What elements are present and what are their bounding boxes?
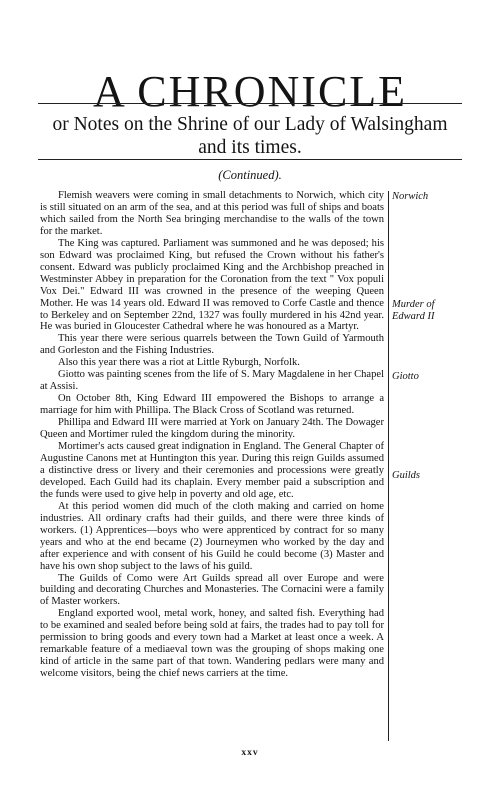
paragraph-ryburgh-riot: Also this year there was a riot at Little Ryburgh, Norfolk. bbox=[58, 357, 300, 369]
margin-note-murder-line-1: Murder of bbox=[392, 299, 435, 310]
paragraph-giotto: Giotto was painting scenes from the life of S. Mary Magdalene in her Chapel at Assisi. bbox=[40, 369, 384, 393]
continued-label: (Continued). bbox=[218, 168, 282, 182]
paragraph-flemish-weavers: Flemish weavers were coming in small detachments to Norwich, which city is still situated on an arm of the sea, and at this period was full of ships and boats which sailed from the North Sea bringing merchandise to the walls of the town for the market. bbox=[40, 190, 384, 237]
margin-note-norwich: Norwich bbox=[392, 191, 429, 202]
margin-note-giotto: Giotto bbox=[392, 371, 419, 382]
paragraph-england-exports: England exported wool, metal work, honey, and salted fish. Everything had to be examined and sealed before being sold at fairs, the trades had to pay toll for permission to bring goods and every town had a Market at least once a week. A remarkable feature of a mediaeval town was the grouping of shops making one kind of article in the same part of that town. Wandering pedlars were many and welcome visitors, being the chief news carriers at the time. bbox=[40, 608, 384, 680]
paragraph-marriage-arranged: On October 8th, King Edward III empowered the Bishops to arrange a marriage for him with Phillipa. The Black Cross of Scotland was returned. bbox=[40, 393, 384, 417]
paragraph-phillipa-married: Phillipa and Edward III were married at York on January 24th. The Dowager Queen and Mortimer ruled the kingdom during the minority. bbox=[40, 417, 384, 441]
top-rule bbox=[38, 103, 462, 104]
margin-note-guilds: Guilds bbox=[392, 470, 421, 481]
subtitle bbox=[40, 113, 460, 159]
margin-note-murder bbox=[392, 299, 472, 323]
subtitle-line-2: and its times. bbox=[198, 137, 302, 158]
bottom-rule bbox=[38, 159, 462, 160]
paragraph-mortimer-guilds: Mortimer's acts caused great indignation in England. The General Chapter of Augustine Canons met at Huntington this year. During this reign Guilds assumed a distinctive dress or livery and their ceremonies and processions were greatly developed. Each Guild had its chaplain. Every member paid a subscription and the funds were used to give help in poverty and old age, etc. bbox=[40, 441, 384, 500]
paragraph-women-workers: At this period women did much of the cloth making and carried on home industries. All ordinary crafts had their guilds, and there were three kinds of workers. (1) Apprentices—boys who were apprenticed by contract for so many years and who at the end became (2) Journeymen who worked by the day and after experience and with consent of his Guild he could become (3) Master and have his own shop subject to the laws of his guild. bbox=[40, 500, 384, 572]
margin-rule bbox=[388, 191, 389, 741]
article-body bbox=[40, 190, 384, 680]
subtitle-line-1: or Notes on the Shrine of our Lady of Walsingham bbox=[52, 114, 448, 135]
paragraph-town-guild-quarrels: This year there were serious quarrels between the Town Guild of Yarmouth and Gorleston and the Fishing Industries. bbox=[40, 333, 384, 357]
paragraph-como-guilds: The Guilds of Como were Art Guilds spread all over Europe and were building and decorating Churches and Monasteries. The Cornacini were a family of Master workers. bbox=[40, 572, 384, 608]
chronicle-title: A CHRONICLE bbox=[92, 67, 408, 117]
page-number: xxv bbox=[241, 748, 259, 758]
margin-note-murder-line-2: Edward II bbox=[392, 311, 435, 322]
paragraph-king-captured: The King was captured. Parliament was summoned and he was deposed; his son Edward was proclaimed King, but refused the Crown without his father's consent. Edward was publicly proclaimed King and the Archbishop preached in Westminster Abbey in preparation for the Coronation from the text " Vox populi Vox Dei." Edward III was crowned in the presence of the weeping Queen Mother. He was 14 years old. Edward II was removed to Corfe Castle and thence to Berkeley and on September 22nd, 1327 was foully murdered in his 42nd year. He was buried in Gloucester Cathedral where he was honoured as a Martyr. bbox=[40, 237, 384, 333]
